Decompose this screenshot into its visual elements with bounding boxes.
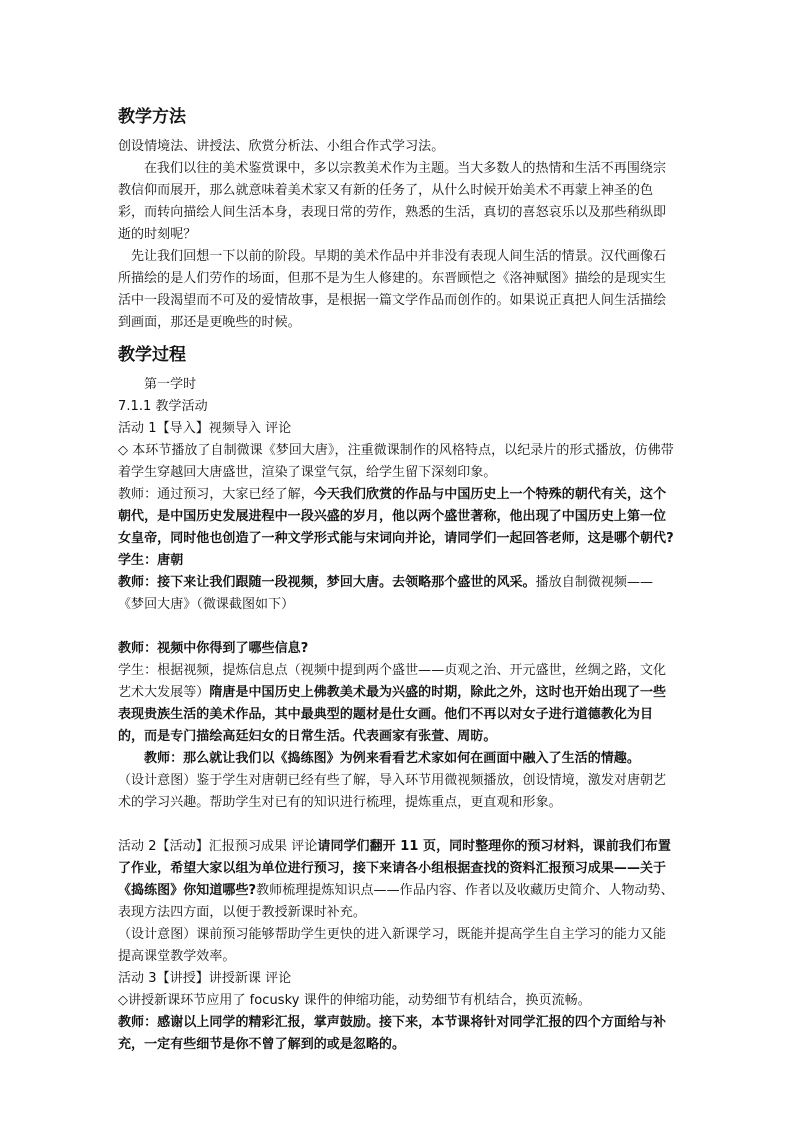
section-heading-process: 教学过程 — [118, 345, 186, 365]
activity-3-teacher: 教师：感谢以上同学的精彩汇报，掌声鼓励。接下来，本节课将针对同学汇报的四个方面给与补充，一定有些细节是你不曾了解到的或是忽略的。 — [118, 1015, 667, 1052]
activity-2-bold: 请同学们翻开 11 页，同时整理你的预习材料，课前我们布置了作业，希望大家以组为单位进行预习，接下来请各小组根据查找的资料汇报预习成果——关于《捣练图》你知道哪些? — [118, 839, 671, 898]
section-heading-methods: 教学方法 — [118, 107, 186, 127]
activity-1-design: （设计意图）鉴于学生对唐朝已经有些了解，导入环节用微视频播放，创设情境，激发对唐朝艺术的学习兴趣。帮助学生对已有的知识进行梳理，提炼重点，更直观和形象。 — [118, 773, 667, 810]
methods-paragraph-2: 先让我们回想一下以前的阶段。早期的美术作品中并非没有表现人间生活的情景。汉代画像石所描绘的是人们劳作的场面，但那不是为生人修建的。东晋顾恺之《洛神赋图》描绘的是现实生活中一段渴望而不可及的爱情故事，是根据一篇文学作品而创作的。如果说正真把人间生活描绘到画面，那还是更晚些的时候。 — [118, 249, 667, 330]
teacher-2-bold: 教师：接下来让我们跟随一段视频，梦回大唐。去领略那个盛世的风采。 — [118, 575, 536, 590]
activity-2-title: 活动 2【活动】汇报预习成果 评论 — [118, 839, 318, 854]
teacher-1-plain: 教师：通过预习，大家已经了解， — [118, 487, 314, 502]
teacher-2-plain: 播放自制微视频——《梦回大唐》（微课截图如下） — [118, 575, 654, 612]
activity-1-teacher-1 — [118, 484, 678, 572]
activity-3-note: ◇讲授新课环节应用了 focusky 课件的伸缩功能，动势细节有机结合，换页流畅。 — [118, 993, 591, 1008]
activity-1-teacher-2 — [118, 572, 678, 616]
activity-1-teacher-3: 教师：视频中你得到了哪些信息? — [118, 641, 309, 656]
teacher-1-bold: 今天我们欣赏的作品与中国历史上一个特殊的朝代有关，这个朝代，是中国历史发展进程中一段兴盛的岁月，他以两个盛世著称，他出现了中国历史上第一位女皇帝，同时他也创造了一种文学形式能与宋词向并论，请同学们一起回答老师，这是哪个朝代?学生：唐朝 — [118, 487, 674, 568]
activity-1-student — [118, 660, 678, 748]
student-plain: 学生：根据视频，提炼信息点（视频中提到两个盛世——贞观之治、开元盛世，丝绸之路，文化艺术大发展等） — [118, 663, 667, 700]
activity-3-title: 活动 3【讲授】讲授新课 评论 — [118, 971, 292, 986]
student-bold: 隋唐是中国历史上佛教美术最为兴盛的时期，除此之外，这时也开始出现了一些表现贵族生活的美术作品，其中最典型的题材是仕女画。他们不再以对女子进行道德教化为目的，而是专门描绘高廷妇女的日常生活。代表画家有张萱、周昉。 — [118, 685, 667, 744]
methods-paragraph-1: 在我们以往的美术鉴赏课中，多以宗教美术作为主题。当大多数人的热情和生活不再围绕宗教信仰而展开，那么就意味着美术家又有新的任务了，从什么时候开始美术不再蒙上神圣的色彩，而转向描绘人间生活本身，表现日常的劳作，熟悉的生活，真切的喜怒哀乐以及那些稍纵即逝的时刻呢？ — [118, 161, 667, 242]
methods-list: 创设情境法、讲授法、欣赏分析法、小组合作式学习法。 — [118, 139, 445, 154]
activity-2-design: （设计意图）课前预习能够帮助学生更快的进入新课学习，既能并提高学生自主学习的能力又能提高课堂教学效率。 — [118, 927, 667, 964]
lesson-label: 第一学时 — [144, 377, 197, 392]
activity-1-teacher-4: 教师：那么就让我们以《捣练图》为例来看看艺术家如何在画面中融入了生活的情趣。 — [144, 751, 640, 766]
activity-2-tail: 教师梳理提炼知识点——作品内容、作者以及收藏历史简介、人物动势、表现方法四方面，以便于教授新课时补充。 — [118, 883, 674, 920]
activity-1-title: 活动 1【导入】视频导入 评论 — [118, 421, 292, 436]
activity-2-block — [118, 836, 678, 924]
document-page — [118, 104, 678, 1056]
subsection-label: 7.1.1 教学活动 — [118, 399, 208, 414]
activity-1-note: ◇ 本环节播放了自制微课《梦回大唐》，注重微课制作的风格特点，以纪录片的形式播放，仿佛带着学生穿越回大唐盛世，渲染了课堂气氛，给学生留下深刻印象。 — [118, 443, 674, 480]
